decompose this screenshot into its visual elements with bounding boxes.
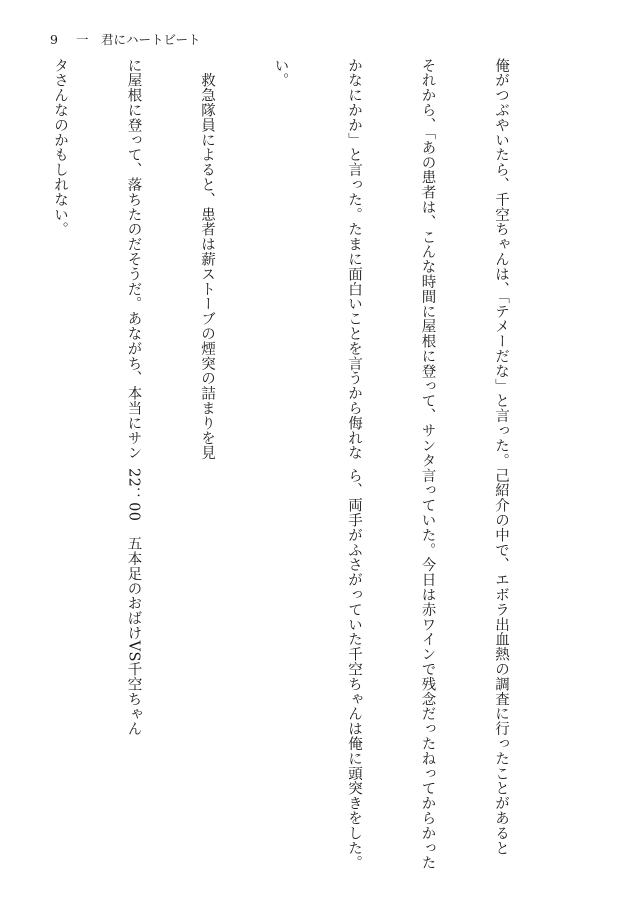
text-line: 俺がつぶやいたら、千空ちゃんは、「テメーだな」と言った。 — [493, 58, 509, 468]
blank-line — [48, 468, 73, 885]
text-block-bottom — [0, 468, 562, 885]
text-line: 己紹介の中で、エボラ出血熱の調査に行ったことがあると — [493, 468, 509, 856]
text-line: に屋根に登って、落ちたのだそうだ。あながち、本当にサン — [125, 58, 142, 461]
page-number: 9 — [50, 32, 58, 47]
running-title: 一 君にハートビート — [75, 32, 201, 47]
text-line: 言っていた。今日は赤ワインで残念だったねってからかった — [419, 468, 436, 871]
text-line: ら、両手がふさがっていた千空ちゃんは俺に頭突きをした。 — [346, 468, 362, 871]
text-line: かなにかか」と言った。たまに面白いことを言うから侮れな — [346, 58, 362, 461]
blank-line — [195, 468, 220, 885]
text-line: い。 — [272, 58, 289, 88]
text-line: タさんなのかもしれない。 — [52, 58, 68, 237]
text-line: それから、「あの患者は、こんな時間に屋根に登って、サンタ — [419, 58, 436, 468]
text-block-top — [0, 58, 562, 468]
running-header — [50, 30, 200, 50]
text-line: 救急隊員によると、患者は薪ストーブの煙突の詰まりを見 — [199, 58, 215, 461]
blank-line — [268, 468, 293, 885]
section-heading: 22：00 五本足のおばけVS千空ちゃん — [125, 468, 142, 737]
